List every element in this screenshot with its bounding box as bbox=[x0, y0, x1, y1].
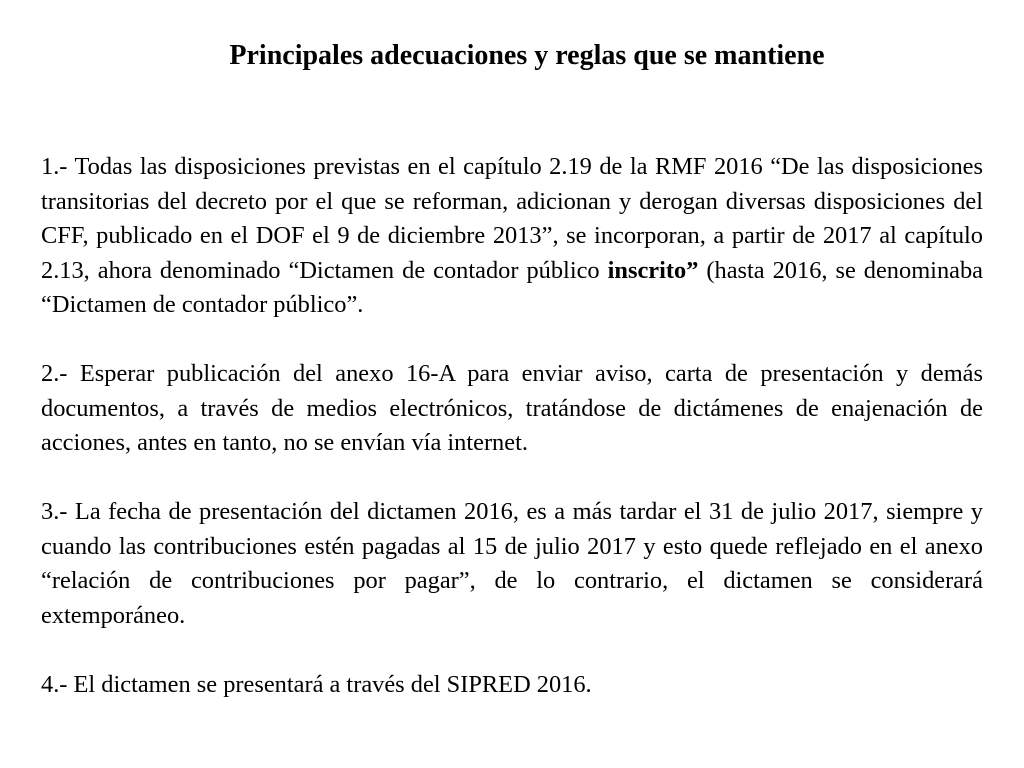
item-1-emphasis: inscrito” bbox=[607, 256, 699, 284]
slide-body bbox=[41, 150, 983, 702]
slide-title: Principales adecuaciones y reglas que se mantiene bbox=[229, 40, 825, 71]
item-1-text-start: 1.- Todas las disposiciones previstas en el capítulo 2.19 de la RMF 2016 “De las disposiciones transitorias del decreto por el que se reforman, adicionan y derogan diversas disposiciones del CFF, publicado en el DOF el 9 de diciembre 2013”, se incorporan, a partir de 2017 al capítulo 2.13, ahora denominado “Dictamen de contador público bbox=[41, 153, 983, 284]
item-2-paragraph: 2.- Esperar publicación del anexo 16-A para enviar aviso, carta de presentación y demás documentos, a través de medios electrónicos, tratándose de dictámenes de enajenación de acciones, antes en tanto, no se envían vía internet. bbox=[41, 360, 983, 456]
item-1-text-end: (hasta 2016, se denominaba “Dictamen de contador público”. bbox=[41, 256, 983, 318]
item-4-paragraph: 4.- El dictamen se presentará a través del SIPRED 2016. bbox=[41, 670, 592, 698]
item-1-paragraph bbox=[41, 150, 983, 323]
item-3-paragraph: 3.- La fecha de presentación del dictamen 2016, es a más tardar el 31 de julio 2017, siempre y cuando las contribuciones estén pagadas al 15 de julio 2017 y esto quede reflejado en el anexo “relación de contribuciones por pagar”, de lo contrario, el dictamen se considerará extemporáneo. bbox=[41, 498, 983, 629]
